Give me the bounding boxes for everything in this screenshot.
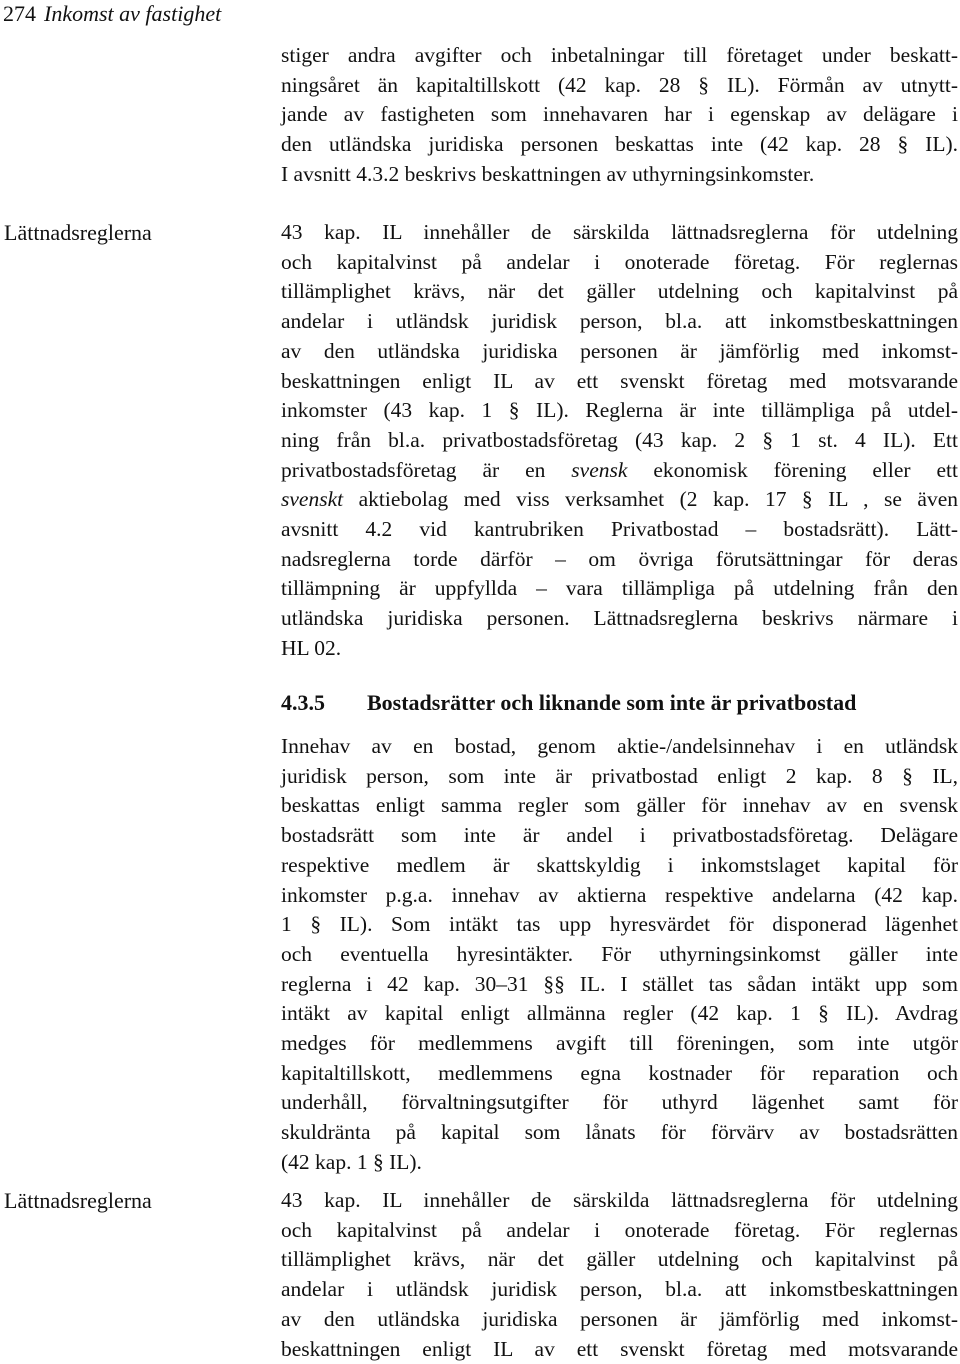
text-segment: av den utländska juridiska personen är jämförlig med inkomst- <box>281 338 958 363</box>
text-line <box>281 218 958 248</box>
text-line: av den utländska juridiska personen är jämförlig med inkomst- <box>281 1306 958 1331</box>
margin-label-lattnadsreglerna: Lättnadsreglerna <box>4 1188 152 1213</box>
text-line: 1 § IL). Som intäkt tas upp hyresvärdet för disponerad lägenhet <box>281 912 958 937</box>
text-segment: ekonomisk förening eller ett <box>627 457 958 482</box>
section-heading <box>281 689 856 717</box>
text-segment: nadsreglerna torde därför – om övriga förutsättningar för deras <box>281 546 958 571</box>
paragraph-2 <box>281 218 958 664</box>
text-line: kapitaltillskott, medlemmens egna kostnader för reparation och <box>281 1060 958 1085</box>
paragraph-text <box>281 1186 958 1364</box>
paragraph-3 <box>281 732 958 1178</box>
text-line <box>281 277 958 307</box>
text-segment: aktiebolag med viss verksamhet (2 kap. 17 § IL , se även <box>343 487 958 512</box>
page-number: 274 <box>3 1 36 26</box>
text-line: stiger andra avgifter och inbetalningar till företaget under beskatt- <box>281 43 958 67</box>
text-line: inkomster p.g.a. innehav av aktierna respektive andelarna (42 kap. <box>281 882 958 907</box>
text-line <box>281 248 958 278</box>
text-line: jande av fastigheten som innehavaren har i egenskap av delägare i <box>281 102 958 127</box>
text-segment: avsnitt 4.2 vid kantrubriken Privatbostad – bostadsrätt). Lätt- <box>281 517 958 542</box>
text-line <box>281 545 958 575</box>
text-line: ningsåret än kapitaltillskott (42 kap. 28 § IL). Förmån av utnytt- <box>281 72 958 97</box>
paragraph-4 <box>281 1186 958 1364</box>
text-line <box>281 396 958 426</box>
text-segment: beskattningen enligt IL av ett svenskt företag med motsvarande <box>281 368 958 393</box>
text-line: 43 kap. IL innehåller de särskilda lättnadsreglerna för utdelning <box>281 1188 958 1212</box>
text-line <box>281 574 958 604</box>
text-line <box>281 337 958 367</box>
paragraph-1 <box>281 41 958 190</box>
text-line <box>281 485 958 515</box>
text-line <box>281 456 958 486</box>
text-line: reglerna i 42 kap. 30–31 §§ IL. I stället tas sådan intäkt upp som <box>281 971 958 996</box>
text-segment: utländska juridiska personen. Lättnadsreglerna beskrivs närmare i <box>281 606 958 631</box>
text-line <box>281 367 958 397</box>
text-line: medges för medlemmens avgift till föreningen, som inte utgör <box>281 1031 958 1056</box>
text-line: tillämplighet krävs, när det gäller utdelning och kapitalvinst på <box>281 1247 958 1272</box>
text-line: intäkt av kapital enligt allmänna regler (42 kap. 1 § IL). Avdrag <box>281 1001 958 1026</box>
text-line: skuldränta på kapital som lånats för förvärv av bostadsrätten <box>281 1120 958 1145</box>
text-line: beskattningen enligt IL av ett svenskt företag med motsvarande <box>281 1336 958 1361</box>
text-line: Innehav av en bostad, genom aktie-/andelsinnehav i en utländsk <box>281 734 958 758</box>
text-line: den utländska juridiska personen beskattas inte (42 kap. 28 § IL). <box>281 132 958 157</box>
running-title: Inkomst av fastighet <box>44 1 222 26</box>
text-segment: och kapitalvinst på andelar i onoterade företag. För reglernas <box>281 249 958 274</box>
text-line: bostadsrätt som inte är andel i privatbostadsföretag. Delägare <box>281 823 958 848</box>
text-segment: tillämplighet krävs, när det gäller utdelning och kapitalvinst på <box>281 279 958 304</box>
italic-text: svensk <box>571 457 628 482</box>
text-line <box>281 604 958 634</box>
text-line <box>281 307 958 337</box>
text-line: I avsnitt 4.3.2 beskrivs beskattningen av uthyrningsinkomster. <box>281 161 815 186</box>
text-segment: 43 kap. IL innehåller de särskilda lättnadsreglerna för utdelning <box>281 220 958 244</box>
text-line <box>281 515 958 545</box>
paragraph-text <box>281 218 958 664</box>
text-segment: andelar i utländsk juridisk person, bl.a. att inkomstbeskattningen <box>281 309 958 334</box>
margin-label-lattnadsreglerna: Lättnadsreglerna <box>4 220 152 245</box>
text-line <box>281 634 958 664</box>
section-number: 4.3.5 <box>281 690 325 715</box>
text-line: och eventuella hyresintäkter. För uthyrningsinkomst gäller inte <box>281 941 958 966</box>
text-segment: tillämpning är uppfyllda – vara tillämpliga på utdelning från den <box>281 576 958 601</box>
text-line: beskattas enligt samma regler som gäller för innehav av en svensk <box>281 793 958 818</box>
text-segment: privatbostadsföretag är en <box>281 457 572 482</box>
paragraph-text <box>281 41 958 190</box>
text-line: andelar i utländsk juridisk person, bl.a. att inkomstbeskattningen <box>281 1277 958 1302</box>
text-line: juridisk person, som inte är privatbostad enligt 2 kap. 8 § IL, <box>281 763 958 788</box>
section-title: Bostadsrätter och liknande som inte är privatbostad <box>367 690 857 715</box>
text-line: och kapitalvinst på andelar i onoterade företag. För reglernas <box>281 1217 958 1242</box>
text-line: respektive medlem är skattskyldig i inkomstslaget kapital för <box>281 852 958 877</box>
text-segment: HL 02. <box>281 635 342 660</box>
text-segment: inkomster (43 kap. 1 § IL). Reglerna är inte tillämpliga på utdel- <box>281 398 958 423</box>
italic-text: svenskt <box>281 487 344 512</box>
text-line <box>281 426 958 456</box>
text-segment: ning från bl.a. privatbostadsföretag (43 kap. 2 § 1 st. 4 IL). Ett <box>281 427 958 452</box>
text-line: underhåll, förvaltningsutgifter för uthyrd lägenhet samt för <box>281 1090 958 1115</box>
paragraph-text <box>281 732 958 1178</box>
page-header <box>0 0 221 28</box>
text-line: (42 kap. 1 § IL). <box>281 1149 422 1174</box>
